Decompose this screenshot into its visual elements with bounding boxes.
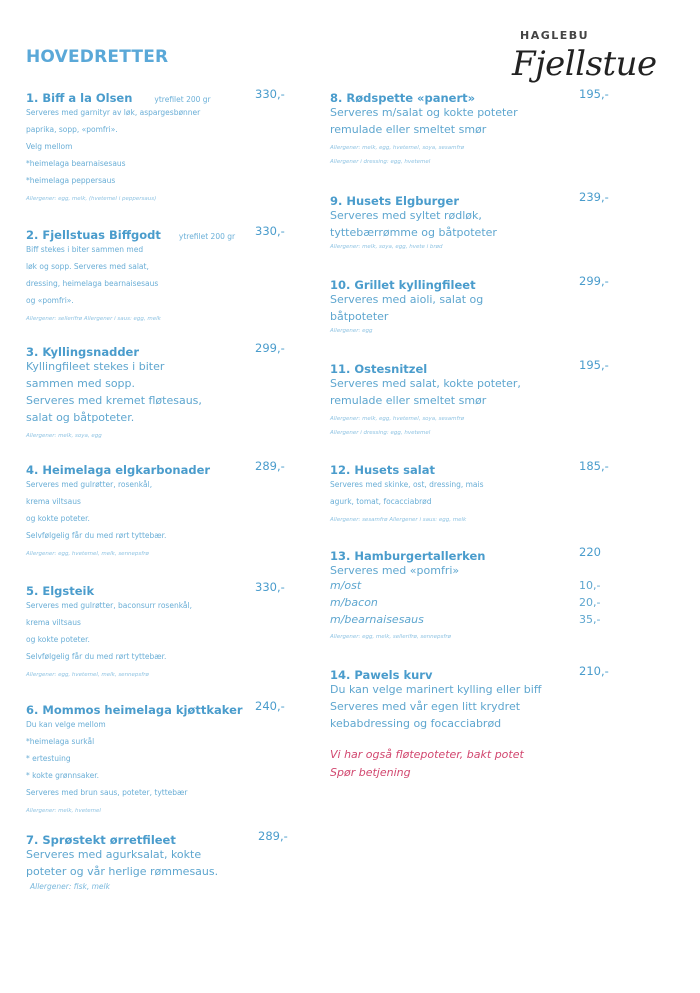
item-name: 14. Pawels kurv xyxy=(330,668,433,682)
item-allergens: Allergener: fisk, melk xyxy=(30,882,110,891)
item-allergens: Allergener: melk, hvetemel xyxy=(26,808,101,814)
item-desc: Serveres med skinke, ost, dressing, mais xyxy=(330,480,484,489)
item-price: 240,- xyxy=(255,699,285,713)
menu-item-4 xyxy=(26,459,296,560)
item-price: 299,- xyxy=(579,274,609,288)
item-desc: Serveres med syltet rødløk, xyxy=(330,209,482,222)
menu-item-14 xyxy=(330,664,610,732)
extra-label: m/bacon xyxy=(330,596,378,609)
item-desc: sammen med sopp. xyxy=(26,377,136,390)
item-desc: krema viltsaus xyxy=(26,497,81,506)
item-desc: krema viltsaus xyxy=(26,618,81,627)
item-desc: salat og båtpoteter. xyxy=(26,411,135,424)
item-price: 185,- xyxy=(579,459,609,473)
menu-item-3 xyxy=(26,341,296,442)
item-name: 4. Heimelaga elgkarbonader xyxy=(26,463,211,477)
item-price: 289,- xyxy=(258,829,288,843)
item-desc: og kokte poteter. xyxy=(26,635,90,644)
item-name: 7. Sprøstekt ørretfileet xyxy=(26,833,176,847)
item-name: 3. Kyllingsnadder xyxy=(26,345,140,359)
item-desc: agurk, tomat, focacciabrød xyxy=(330,497,432,506)
item-desc: Serveres med agurksalat, kokte xyxy=(26,848,202,861)
item-desc: Serveres med «pomfri» xyxy=(330,564,460,577)
menu-item-8 xyxy=(330,87,610,168)
brand-name-top: HAGLEBU xyxy=(520,29,590,42)
item-desc: poteter og vår herlige rømmesaus. xyxy=(26,865,219,878)
item-name: 6. Mommos heimelaga kjøttkaker xyxy=(26,703,243,717)
extra-option xyxy=(330,613,610,630)
item-desc: løk og sopp. Serveres med salat, xyxy=(26,262,149,271)
note-line: Vi har også fløtepoteter, bakt potet xyxy=(330,748,524,761)
item-desc: tyttebærrømme og båtpoteter xyxy=(330,226,497,239)
menu-item-13 xyxy=(330,545,610,643)
item-name: 9. Husets Elgburger xyxy=(330,194,459,208)
item-allergens: Allergener i dressing: egg, hvetemel xyxy=(330,159,431,165)
item-desc: Du kan velge mellom xyxy=(26,720,106,729)
item-desc: og kokte poteter. xyxy=(26,514,90,523)
extra-price: 20,- xyxy=(579,596,601,609)
menu-item-11 xyxy=(330,358,610,439)
item-desc: Serveres med kremet fløtesaus, xyxy=(26,394,202,407)
item-name: 11. Ostesnitzel xyxy=(330,362,428,376)
item-allergens: Allergener: melk, soya, egg xyxy=(26,433,102,439)
item-allergens: Allergener: sesamfrø Allergener i saus: egg, melk xyxy=(330,517,467,523)
footer-note xyxy=(330,746,524,782)
item-name: 13. Hamburgertallerken xyxy=(330,549,486,563)
item-desc: Selvfølgelig får du med rørt tyttebær. xyxy=(26,531,167,540)
item-desc: Selvfølgelig får du med rørt tyttebær. xyxy=(26,652,167,661)
item-cut: ytrefilet 200 gr xyxy=(178,232,236,241)
item-desc: dressing, heimelaga bearnaisesaus xyxy=(26,279,159,288)
item-desc: Serveres med gulrøtter, rosenkål, xyxy=(26,480,153,489)
item-desc: Velg mellom xyxy=(26,142,73,151)
item-allergens: Allergener: egg, hvetemel, melk, sennepsfrø xyxy=(26,551,149,557)
item-desc: Serveres med garnityr av løk, aspargesbønner xyxy=(26,108,201,117)
item-allergens: Allergener: egg, melk, sellerifrø, sennepsfrø xyxy=(330,634,451,640)
item-desc: båtpoteter xyxy=(330,310,389,323)
item-desc: Serveres med aioli, salat og xyxy=(330,293,484,306)
extra-option xyxy=(330,596,610,613)
item-allergens: Allergener: melk, egg, hvetemel, soya, sesamfrø xyxy=(330,145,465,151)
item-desc: Du kan velge marinert kylling eller biff xyxy=(330,683,542,696)
extra-price: 35,- xyxy=(579,613,601,626)
item-desc: Serveres m/salat og kokte poteter xyxy=(330,106,518,119)
item-allergens: Allergener: melk, egg, hvetemel, soya, sesamfrø xyxy=(330,416,465,422)
item-allergens: Allergener: sellerifrø Allergener i saus: egg, melk xyxy=(26,316,161,322)
menu-item-10 xyxy=(330,274,610,337)
item-allergens: Allergener: melk, soya, egg, hvete i brød xyxy=(330,244,443,250)
item-name: 8. Rødspette «panert» xyxy=(330,91,476,105)
item-desc: kebabdressing og focacciabrød xyxy=(330,717,502,730)
item-name: 1. Biff a la Olsen xyxy=(26,91,133,105)
item-desc: Serveres med gulrøtter, baconsurr rosenkål, xyxy=(26,601,192,610)
item-desc: paprika, sopp, «pomfri». xyxy=(26,125,118,134)
menu-item-2 xyxy=(26,224,296,325)
item-name: 2. Fjellstuas Biffgodt xyxy=(26,228,161,242)
item-price: 299,- xyxy=(255,341,285,355)
item-desc: * kokte grønnsaker. xyxy=(26,771,99,780)
menu-item-6 xyxy=(26,699,296,817)
item-desc: * ertestuing xyxy=(26,754,71,763)
item-desc: Biff stekes i biter sammen med xyxy=(26,245,144,254)
item-allergens: Allergener: egg, melk, (hvetemel i peppersaus) xyxy=(26,196,157,202)
note-line: Spør betjening xyxy=(330,766,411,779)
item-desc: Kyllingfileet stekes i biter xyxy=(26,360,165,373)
item-desc: Serveres med salat, kokte poteter, xyxy=(330,377,521,390)
item-cut: ytrefilet 200 gr xyxy=(154,95,211,104)
item-desc: Serveres med vår egen litt krydret xyxy=(330,700,521,713)
item-desc: Serveres med brun saus, poteter, tyttebær xyxy=(26,788,188,797)
item-price: 195,- xyxy=(579,358,609,372)
item-price: 330,- xyxy=(255,580,285,594)
item-desc: remulade eller smeltet smør xyxy=(330,394,487,407)
item-name: 10. Grillet kyllingfileet xyxy=(330,278,476,292)
item-price: 210,- xyxy=(579,664,609,678)
item-allergens: Allergener: egg, hvetemel, melk, sennepsfrø xyxy=(26,672,149,678)
item-price: 289,- xyxy=(255,459,285,473)
item-price: 195,- xyxy=(579,87,609,101)
item-name: 5. Elgsteik xyxy=(26,584,95,598)
extra-option xyxy=(330,579,610,596)
extra-label: m/ost xyxy=(330,579,362,592)
item-allergens: Allergener i dressing: egg, hvetemel xyxy=(330,430,431,436)
brand-logo-script: Fjellstue xyxy=(512,44,657,84)
item-allergens: Allergener: egg xyxy=(330,328,373,334)
menu-item-5 xyxy=(26,580,296,681)
item-desc: remulade eller smeltet smør xyxy=(330,123,487,136)
item-name: 12. Husets salat xyxy=(330,463,435,477)
item-price: 239,- xyxy=(579,190,609,204)
item-desc: og «pomfri». xyxy=(26,296,74,305)
menu-item-1 xyxy=(26,87,296,205)
extra-label: m/bearnaisesaus xyxy=(330,613,424,626)
item-desc: *heimelaga surkål xyxy=(26,737,95,746)
item-desc: *heimelaga bearnaisesaus xyxy=(26,159,126,168)
item-price: 220 xyxy=(579,545,601,559)
menu-item-9 xyxy=(330,190,610,253)
extra-price: 10,- xyxy=(579,579,601,592)
menu-item-7 xyxy=(26,829,296,894)
page-title: HOVEDRETTER xyxy=(26,47,169,67)
item-price: 330,- xyxy=(255,224,285,238)
menu-item-12 xyxy=(330,459,610,526)
item-desc: *heimelaga peppersaus xyxy=(26,176,116,185)
item-price: 330,- xyxy=(255,87,285,101)
